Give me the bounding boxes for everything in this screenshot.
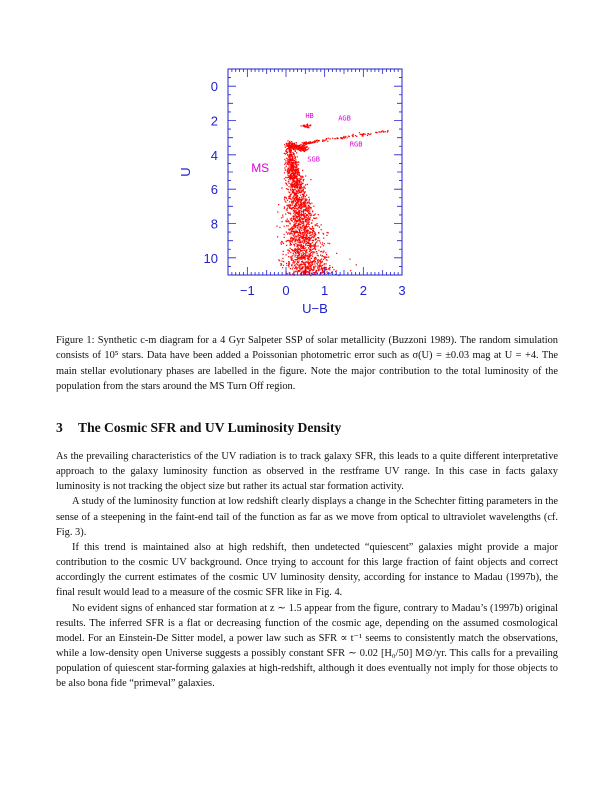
section-number: 3 — [56, 420, 63, 435]
phase-label-ms: MS — [251, 161, 270, 175]
paragraph: A study of the luminosity function at low redshift clearly displays a change in the Schechter fitting parameters in the sense of a steepening in the faint-end tail of the function as far as we move from optical to ultraviolet wavelengths (cf. Fig. 3). — [56, 496, 558, 538]
cm-diagram-figure — [170, 60, 430, 322]
x-tick-label: 0 — [282, 283, 290, 298]
y-tick-label: 0 — [210, 79, 218, 95]
phase-label-agb: AGB — [338, 114, 351, 123]
figure-caption: Figure 1: Synthetic c-m diagram for a 4 Gyr Salpeter SSP of solar metallicity (Buzzoni 1989). The random simulation consists of 10⁵ stars. Data have been added a Poissonian photometric error such as σ(U) = ±0.03 mag at U = +4. The main stellar evolutionary phases are labelled in the figure. Note the major contribution to the total luminosity of the population from the stars around the MS Turn Off region. — [56, 335, 558, 392]
y-tick-label: 4 — [210, 147, 218, 163]
phase-label-sgb: SGB — [307, 155, 320, 164]
paragraph: No evident signs of enhanced star formation at z ∼ 1.5 appear from the figure, contrary to Madau’s (1997b) original results. The inferred SFR is a flat or decreasing function of the cosmic age, depending on the assumed cosmological model. For an Einstein-De Sitter model, a power law such as SFR ∝ t⁻¹ seems to consistently match the observations, while a low-density open Universe suggests a possibly constant SFR ∼ 0.02 [H₀/50] M⊙/yr. This calls for a prevailing population of quiescent star-forming galaxies at high-redshift, although it does eventually not imply for those objects to be also bona fide “primeval” galaxies. — [56, 602, 558, 690]
y-axis-title: U — [178, 167, 193, 177]
x-tick-label: 2 — [359, 283, 367, 298]
cm-diagram-plot — [170, 60, 430, 322]
paragraph: If this trend is maintained also at high redshift, then undetected “quiescent” galaxies might provide a major contribution to the cosmic UV background. Once trying to account for this large fraction of faint objects and correct accordingly the current estimates of the cosmic UV luminosity density, according for instance to Madau (1997b), the final result would lead to a measure of the cosmic SFR like in Fig. 4. — [56, 541, 558, 599]
section-body — [56, 449, 558, 692]
x-axis-title: U−B — [302, 301, 328, 316]
section-heading — [56, 420, 558, 436]
x-tick-label: −1 — [239, 283, 255, 298]
y-tick-label: 2 — [210, 113, 218, 129]
y-tick-label: 6 — [210, 182, 218, 198]
y-tick-label: 10 — [203, 250, 218, 266]
phase-label-hb: HB — [305, 111, 314, 120]
y-tick-label: 8 — [210, 216, 218, 232]
star-points — [276, 124, 388, 277]
section-title: The Cosmic SFR and UV Luminosity Density — [78, 420, 342, 435]
x-tick-label: 3 — [398, 283, 406, 298]
x-tick-label: 1 — [321, 283, 329, 298]
phase-label-rgb: RGB — [349, 140, 363, 149]
paragraph: As the prevailing characteristics of the UV radiation is to track galaxy SFR, this leads to a quite different interpretative approach to the galaxy luminosity function as observed in the restframe UV range. In this case in facts galaxy luminosity is not tracking the object size but rather its actual star formation activity. — [56, 451, 558, 493]
